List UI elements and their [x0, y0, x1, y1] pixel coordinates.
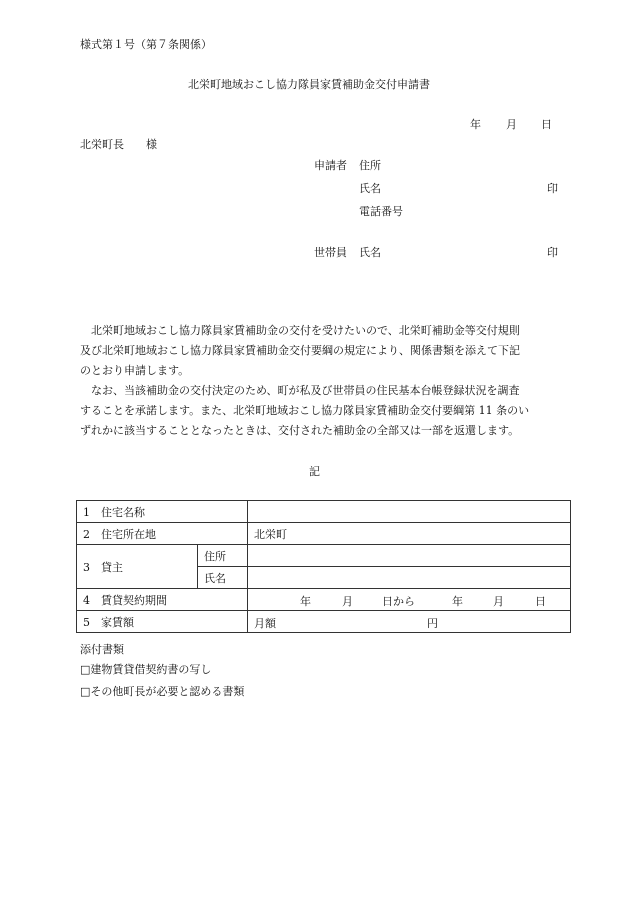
landlord-name-label: 氏名 [198, 567, 248, 589]
householder-name-label: 氏名 [359, 246, 381, 259]
row-label-landlord: 3 貸主 [77, 545, 198, 589]
table-row [77, 501, 571, 523]
householder-label: 世帯員 [314, 246, 347, 259]
rent-unit: 円 [427, 617, 438, 630]
row-label-house-location: 2 住宅所在地 [77, 523, 248, 545]
form-number: 様式第１号（第７条関係） [80, 38, 212, 51]
document-title: 北栄町地域おこし協力隊員家賃補助金交付申請書 [188, 78, 430, 91]
attachment-item[interactable]: □建物賃貸借契約書の写し [80, 663, 212, 676]
house-name-field[interactable] [248, 501, 571, 523]
table-row [77, 589, 571, 611]
lease-end-month: 月 [493, 595, 504, 608]
lease-start-year: 年 [300, 595, 311, 608]
body-line: 及び北栄町地域おこし協力隊員家賃補助金交付要綱の規定により、関係書類を添えて下記 [80, 344, 520, 357]
date-year: 年 [470, 118, 481, 131]
row-label-house-name: 1 住宅名称 [77, 501, 248, 523]
applicant-label: 申請者 [314, 159, 347, 172]
table-row [77, 611, 571, 633]
landlord-name-field[interactable] [248, 567, 571, 589]
row-label-rent: 5 家賃額 [77, 611, 248, 633]
lease-end-year: 年 [452, 595, 463, 608]
body-line: ずれかに該当することとなったときは、交付された補助金の全部又は一部を返還します。 [80, 424, 520, 437]
house-location-field[interactable]: 北栄町 [248, 523, 571, 545]
body-line: なお、当該補助金の交付決定のため、町が私及び世帯員の住民基本台帳登録状況を調査 [91, 384, 520, 397]
attachments-heading: 添付書類 [80, 643, 124, 656]
body-line: のとおり申請します。 [80, 364, 190, 377]
rent-field[interactable] [248, 611, 571, 633]
lease-start-day: 日から [382, 595, 415, 608]
applicant-name-label: 氏名 [359, 182, 381, 195]
attachment-item[interactable]: □その他町長が必要と認める書類 [80, 685, 245, 698]
rent-prefix: 月額 [254, 617, 276, 630]
householder-seal: 印 [547, 246, 558, 259]
date-month: 月 [506, 118, 517, 131]
ki-heading: 記 [309, 465, 320, 478]
applicant-phone-label: 電話番号 [359, 205, 403, 218]
application-table [76, 500, 571, 633]
date-day: 日 [541, 118, 552, 131]
table-row [77, 523, 571, 545]
applicant-seal: 印 [547, 182, 558, 195]
lease-period-field[interactable] [248, 589, 571, 611]
body-line: 北栄町地域おこし協力隊員家賃補助金の交付を受けたいので、北栄町補助金等交付規則 [91, 324, 520, 337]
landlord-address-field[interactable] [248, 545, 571, 567]
applicant-address-label: 住所 [359, 159, 381, 172]
lease-end-day: 日 [535, 595, 546, 608]
body-line: することを承諾します。また、北栄町地域おこし協力隊員家賃補助金交付要綱第 11 条のい [80, 404, 530, 417]
body-paragraph-1 [80, 321, 570, 381]
body-paragraph-2 [80, 381, 570, 441]
addressee: 北栄町長 様 [80, 138, 157, 151]
landlord-address-label: 住所 [198, 545, 248, 567]
lease-start-month: 月 [342, 595, 353, 608]
row-label-lease-period: 4 賃貸契約期間 [77, 589, 248, 611]
table-row [77, 545, 571, 567]
